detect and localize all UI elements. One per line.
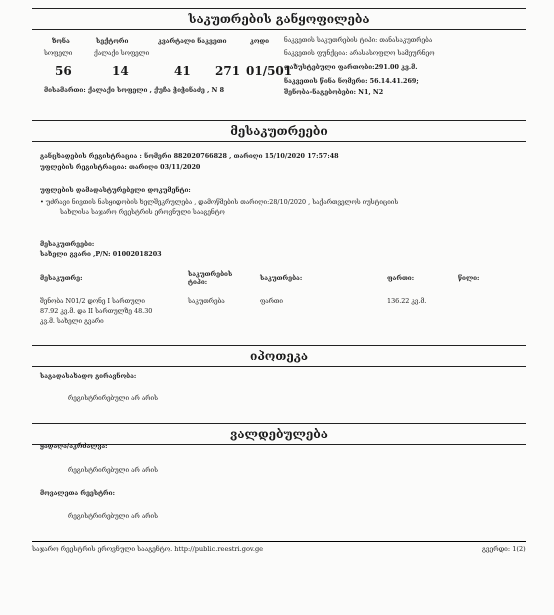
value-sector: 14 [112, 64, 129, 78]
col-sub-city: ქალაქი სოფელი [94, 49, 150, 57]
col-header-code: კოდი [250, 37, 270, 45]
parcel-function: ნაკვეთის ფუნქცია: არასასოფლო სამეურნეო [284, 49, 435, 57]
row-property: ფართი [260, 297, 284, 305]
section-title-obligations: ვალდებულება [32, 423, 526, 445]
row-ownership-type: საკუთრება [188, 297, 225, 305]
seizure-value: რეგისტრირებული არ არის [68, 466, 158, 474]
table-header-property: საკუთრება: [260, 274, 303, 282]
basis-document-line-2: სახლისა საჯარო რეესტრის ეროვნული სააგენტო [60, 208, 225, 216]
application-registration: განცხადების რეგისტრაცია : ნომერი 882020766828 , თარიღი 15/10/2020 17:57:48 [40, 152, 339, 160]
debtors-registry-label: მოვალეთა რეესტრი: [40, 489, 115, 497]
parcel-ownership-type: ნაკვეთის საკუთრების ტიპი: თანასაკუთრება [284, 36, 433, 44]
tax-lien-value: რეგისტრირებული არ არის [68, 394, 158, 402]
row-description-3: კვ.მ. სახელი გვარი [40, 317, 104, 325]
parcel-buildings: შენობა-ნაგებობები: N1, N2 [284, 88, 384, 96]
tax-lien-label: საგადასახადო გირავნობა: [40, 372, 137, 380]
seizure-label: ყადაღა/აკრძალვა: [40, 442, 108, 450]
row-area: 136.22 კვ.მ. [387, 297, 427, 305]
address: მისამართი: ქალაქი სოფელი , ქუჩა ჭიჭინაძე , N 8 [44, 86, 225, 94]
row-description-1: შენობა N01/2 დონე I სართული [40, 297, 145, 305]
table-header-owner: მესაკუთრე: [40, 274, 83, 282]
value-quarter: 41 [174, 64, 191, 78]
table-header-area: ფართი: [387, 274, 415, 282]
owners-label: მესაკუთრეები: [40, 240, 95, 248]
col-header-zone: ზონა [52, 37, 70, 45]
section-title-property: საკუთრების განყოფილება [32, 8, 526, 30]
table-header-share: წილი: [458, 274, 480, 282]
col-header-sector: სექტორი [96, 37, 129, 45]
owner-name: სახელი გვარი ,P/N: 01002018203 [40, 250, 162, 258]
footer-divider [32, 541, 526, 542]
col-sub-village: სოფელი [44, 49, 73, 57]
section-title-mortgage: იპოთეკა [32, 345, 526, 367]
row-description-2: 87.92 კვ.მ. და II სართულზე 48.30 [40, 307, 153, 315]
table-header-ownership-type: საკუთრების ტიპი: [188, 270, 233, 286]
footer-agency-link[interactable]: საჯარო რეესტრის ეროვნული სააგენტო. http://public.reestri.gov.ge [32, 545, 264, 553]
value-parcel: 271 [215, 64, 241, 78]
basis-document-line-1: • უძრავი ნივთის ნასყიდობის ხელშეკრულება , დამოწმების თარიღი:28/10/2020 , საქართველოს იუსტიციის [40, 198, 399, 206]
col-header-quarter: კვარტალი ნაკვეთი [158, 37, 227, 45]
footer-page-number: გვერდი: 1(2) [482, 545, 526, 553]
section-title-owners: მესაკუთრეები [32, 120, 526, 142]
right-registration: უფლების რეგისტრაცია: თარიღი 03/11/2020 [40, 163, 201, 171]
parcel-area: დაზუსტებული ფართობი:291.00 კვ.მ. [284, 63, 418, 71]
value-code: 01/501 [246, 64, 293, 78]
debtors-registry-value: რეგისტრირებული არ არის [68, 512, 158, 520]
basis-document-label: უფლების დამადასტურებელი დოკუმენტი: [40, 186, 191, 194]
parcel-prev-number: ნაკვეთის წინა ნომერი: 56.14.41.269; [284, 77, 419, 85]
value-zone: 56 [55, 64, 72, 78]
